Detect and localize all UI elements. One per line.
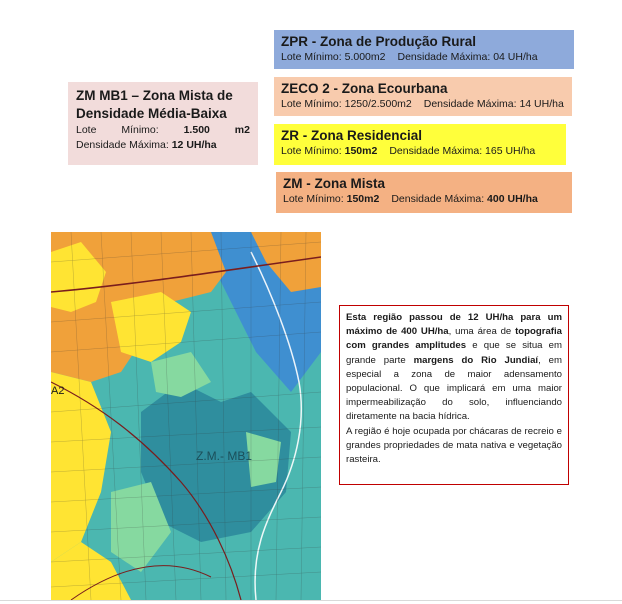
lot-unit: m2 xyxy=(234,124,250,136)
map-zone-label: Z.M.- MB1 xyxy=(196,449,252,463)
legend-zm-title: ZM - Zona Mista xyxy=(283,176,385,191)
legend-zpr-params: Lote Mínimo: 5.000m2 Densidade Máxima: 04 UH/ha xyxy=(281,51,538,63)
legend-zm-params: Lote Mínimo: 150m2 Densidade Máxima: 400 UH/ha xyxy=(283,193,538,205)
legend-zr-params: Lote Mínimo: 150m2 Densidade Máxima: 165 UH/ha xyxy=(281,145,536,157)
legend-zm-mb1-density: Densidade Máxima: 12 UH/ha xyxy=(76,139,217,151)
legend-zeco2-title: ZECO 2 - Zona Ecourbana xyxy=(281,81,448,96)
legend-zm-mb1-lot xyxy=(76,123,250,138)
lot-word: Mínimo: xyxy=(121,124,159,136)
legend-zpr xyxy=(274,30,574,69)
note-paragraph-2: A região é hoje ocupada por chácaras de recreio e grandes propriedades de mata nativa e vegetação rasteira. xyxy=(346,425,562,466)
legend-zm-mb1 xyxy=(68,82,258,165)
legend-zr xyxy=(274,124,566,165)
legend-zm-mb1-title: ZM MB1 – Zona Mista de Densidade Média-Baixa xyxy=(76,88,233,121)
info-note xyxy=(339,305,569,485)
zoning-map xyxy=(51,232,321,600)
legend-zr-title: ZR - Zona Residencial xyxy=(281,128,423,143)
legend-zeco2 xyxy=(274,77,572,116)
page-divider xyxy=(0,600,622,601)
lot-value: 1.500 xyxy=(183,124,210,136)
lot-word: Lote xyxy=(76,124,97,136)
legend-zpr-title: ZPR - Zona de Produção Rural xyxy=(281,34,477,49)
note-paragraph-1: Esta região passou de 12 UH/ha para um máximo de 400 UH/ha, uma área de topografia com grandes amplitudes e que se situa em grande parte margens do Rio Jundiaí, em especial a zona de maior adensamento populacional. O que implicará em uma maior impermeabilização do solo, influenciando diretamente na bacia hídrica. xyxy=(346,312,562,423)
legend-zm xyxy=(276,172,572,213)
legend-zeco2-params: Lote Mínimo: 1250/2.500m2 Densidade Máxima: 14 UH/ha xyxy=(281,98,564,110)
map-edge-label: A2 xyxy=(51,385,65,397)
